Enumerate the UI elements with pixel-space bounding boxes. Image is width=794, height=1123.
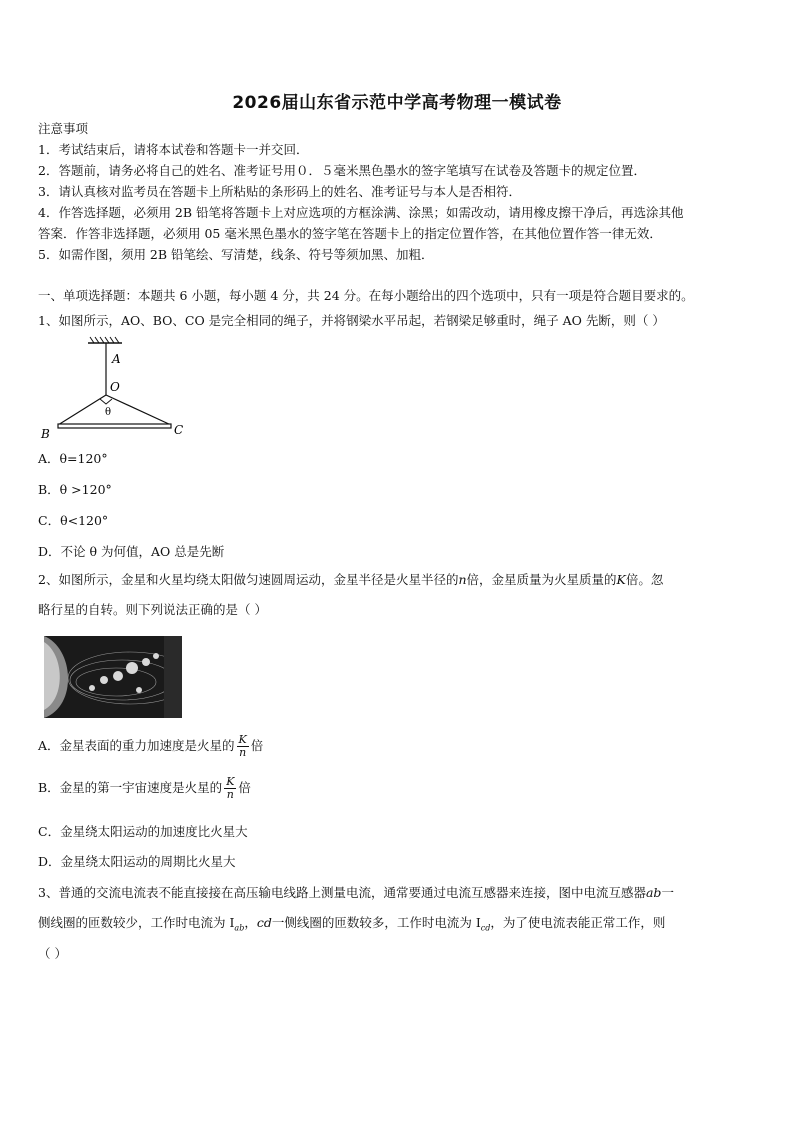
q3-line1-suffix: 一	[661, 885, 674, 900]
notice-heading: 注意事项	[38, 121, 89, 136]
q3-line2-text: 侧线圈的匝数较少，工作时电流为 I	[38, 915, 235, 930]
q3-line3: （ ）	[38, 946, 67, 961]
q3-var-ab: ab	[645, 885, 662, 900]
q2-stem-mid: 倍，金星质量为火星质量的	[466, 572, 617, 587]
solar-system-image	[44, 636, 182, 718]
label-theta: θ	[105, 407, 112, 418]
notice-item-4: 4．作答选择题，必须用 2B 铅笔将答题卡上对应选项的方框涂满、涂黑；如需改动，请用橡皮擦干净后，再选涂其他	[38, 205, 684, 220]
q3-line1-text: 3、普通的交流电流表不能直接接在高压输电线路上测量电流，通常要通过电流互感器来连接，图中电流互感器	[38, 885, 646, 900]
q2-stem-line2: 略行星的自转。则下列说法正确的是（ ）	[38, 602, 267, 617]
q2-option-b-suffix: 倍	[238, 780, 251, 795]
q1-stem: 1、如图所示，AO、BO、CO 是完全相同的绳子，并将钢梁水平吊起，若钢梁足够重时，绳子 AO 先断，则（ ）	[38, 313, 665, 328]
q2-var-n: n	[458, 572, 467, 587]
q2-option-c: C．金星绕太阳运动的加速度比火星大	[38, 824, 248, 839]
rope-co	[106, 395, 171, 425]
label-b: B	[41, 427, 50, 441]
notice-item-3: 3．请认真核对监考员在答题卡上所粘贴的条形码上的姓名、准考证号与本人是否相符．	[38, 184, 521, 199]
notice-item-5: 5．如需作图，须用 2B 铅笔绘、写清楚，线条、符号等须加黑、加粗．	[38, 247, 434, 262]
label-a: A	[112, 352, 121, 366]
q1-option-b: B．θ >120°	[38, 482, 112, 497]
q3-line2-suffix: ，为了使电流表能正常工作，则	[490, 915, 666, 930]
q2-stem-line1	[38, 571, 663, 589]
section-heading: 一、单项选择题：本题共 6 小题，每小题 4 分，共 24 分。在每小题给出的四个选项中，只有一项是符合题目要求的。	[38, 288, 694, 303]
notice-item-4-cont: 答案．作答非选择题，必须用 05 毫米黑色墨水的签字笔在答题卡上的指定位置作答，在其他位置作答一律无效．	[38, 226, 662, 241]
label-o: O	[110, 380, 120, 394]
q3-sub-ab: ab	[234, 923, 245, 933]
q1-option-a: A．θ=120°	[38, 451, 108, 466]
q3-var-cd: cd	[256, 915, 272, 930]
ceiling-hatch	[90, 337, 119, 343]
page-title: 2026届山东省示范中学高考物理一模试卷	[232, 93, 562, 113]
fraction-numerator: K	[226, 775, 235, 788]
q2-option-b	[38, 776, 251, 801]
q2-stem-post: 倍。忽	[625, 572, 664, 587]
fraction-numerator: K	[238, 733, 247, 746]
q1-rope-diagram	[36, 335, 196, 445]
label-c: C	[174, 423, 184, 437]
rope-bo	[58, 395, 106, 425]
q1-option-d: D．不论 θ 为何值，AO 总是先断	[38, 544, 225, 559]
q3-line1	[38, 884, 674, 902]
q2-stem-pre: 2、如图所示，金星和火星均绕太阳做匀速圆周运动，金星半径是火星半径的	[38, 572, 459, 587]
fraction-denominator: n	[239, 746, 247, 759]
q3-comma: ，	[244, 915, 257, 930]
notice-item-1: 1．考试结束后，请将本试卷和答题卡一并交回．	[38, 142, 309, 157]
q2-option-a-text: A．金星表面的重力加速度是火星的	[38, 738, 235, 753]
notice-item-2: 2．答题前，请务必将自己的姓名、准考证号用０．５毫米黑色墨水的签字笔填写在试卷及答题卡的规定位置．	[38, 163, 646, 178]
q2-var-k: K	[616, 572, 626, 587]
q2-option-a-suffix: 倍	[250, 738, 264, 753]
fraction-k-over-n	[224, 776, 236, 801]
q3-line2	[38, 914, 665, 938]
q2-option-b-text: B．金星的第一宇宙速度是火星的	[38, 780, 223, 795]
q3-sub-cd: cd	[480, 923, 491, 933]
steel-beam	[58, 424, 171, 428]
q3-line2-mid: 一侧线圈的匝数较多，工作时电流为 I	[271, 915, 481, 930]
fraction-denominator: n	[226, 788, 234, 801]
q2-option-d: D．金星绕太阳运动的周期比火星大	[38, 854, 236, 869]
q2-option-a	[38, 734, 263, 759]
q1-option-c: C．θ<120°	[38, 513, 109, 528]
fraction-k-over-n	[237, 734, 249, 759]
angle-mark	[100, 399, 112, 404]
